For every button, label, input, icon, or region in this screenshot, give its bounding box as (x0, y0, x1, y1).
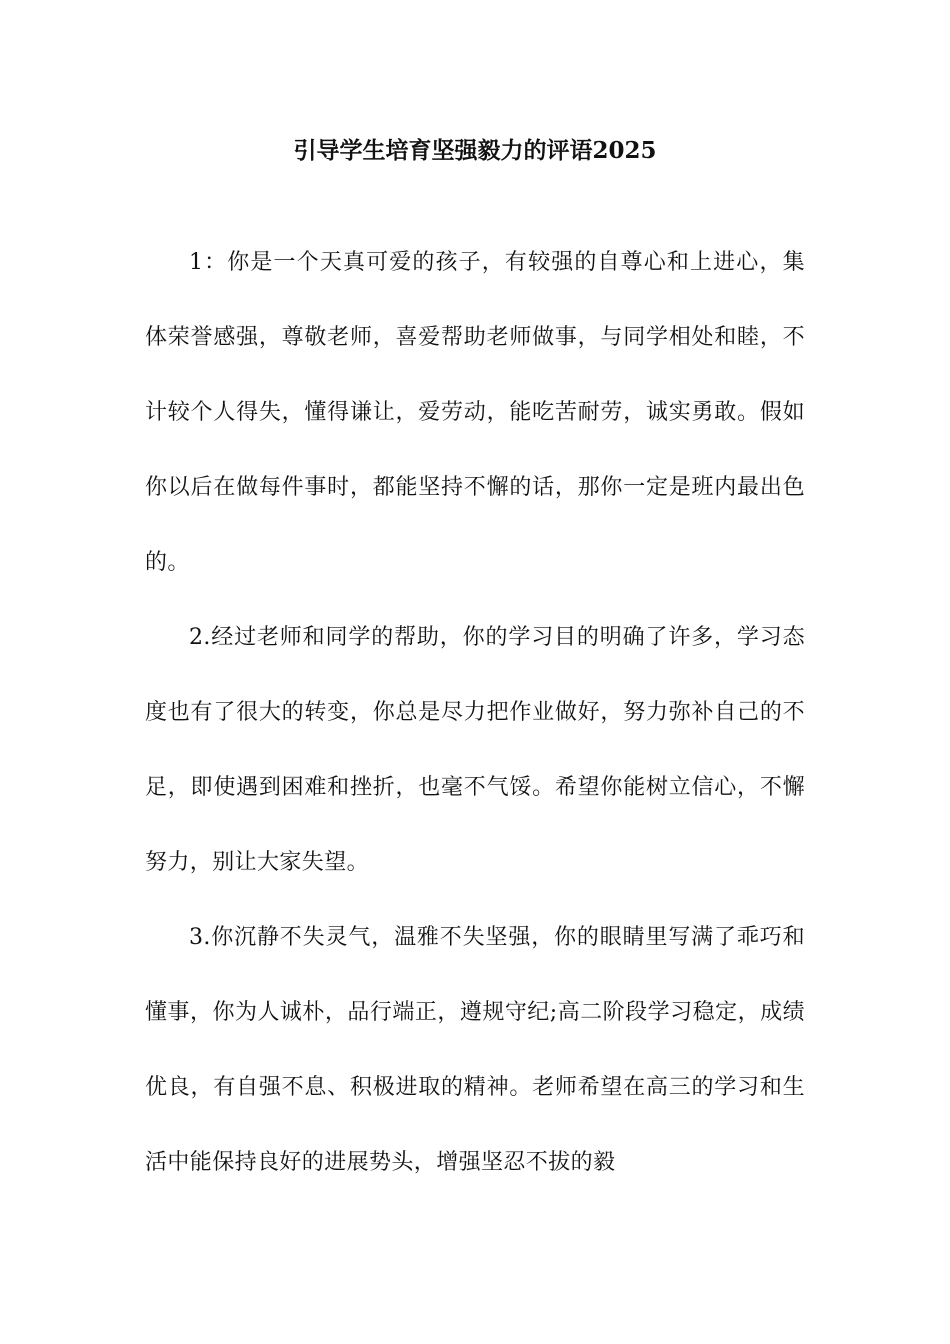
document-body (145, 225, 805, 1200)
paragraph-1: 1：你是一个天真可爱的孩子，有较强的自尊心和上进心，集体荣誉感强，尊敬老师，喜爱帮助老师做事，与同学相处和睦，不计较个人得失，懂得谦让，爱劳动，能吃苦耐劳，诚实勇敢。假如你以后在做每件事时，都能坚持不懈的话，那你一定是班内最出色的。 (145, 250, 805, 575)
document-title: 引导学生培育坚强毅力的评语2025 (293, 137, 657, 164)
paragraph-3: 3.你沉静不失灵气，温雅不失坚强，你的眼睛里写满了乖巧和懂事，你为人诚朴，品行端正，遵规守纪;高二阶段学习稳定，成绩优良，有自强不息、积极进取的精神。老师希望在高三的学习和生活中能保持良好的进展势头，增强坚忍不拔的毅 (145, 925, 805, 1175)
paragraph-2: 2.经过老师和同学的帮助，你的学习目的明确了许多，学习态度也有了很大的转变，你总是尽力把作业做好，努力弥补自己的不足，即使遇到困难和挫折，也毫不气馁。希望你能树立信心，不懈努力，别让大家失望。 (145, 625, 805, 875)
